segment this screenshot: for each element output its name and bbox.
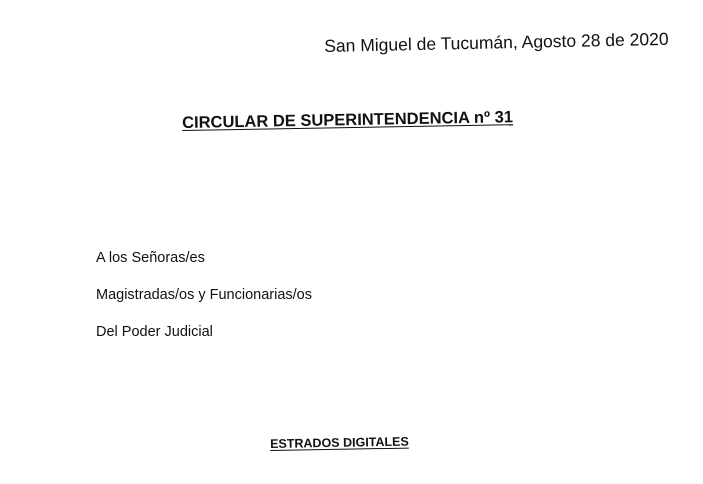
document-date: San Miguel de Tucumán, Agosto 28 de 2020: [324, 28, 669, 56]
addressee-line-3: Del Poder Judicial: [96, 324, 213, 340]
addressee-line-2: Magistradas/os y Funcionarias/os: [96, 287, 312, 303]
addressee-line-1: A los Señoras/es: [96, 250, 205, 266]
circular-title: CIRCULAR DE SUPERINTENDENCIA nº 31: [182, 108, 514, 132]
section-title: ESTRADOS DIGITALES: [270, 434, 409, 451]
